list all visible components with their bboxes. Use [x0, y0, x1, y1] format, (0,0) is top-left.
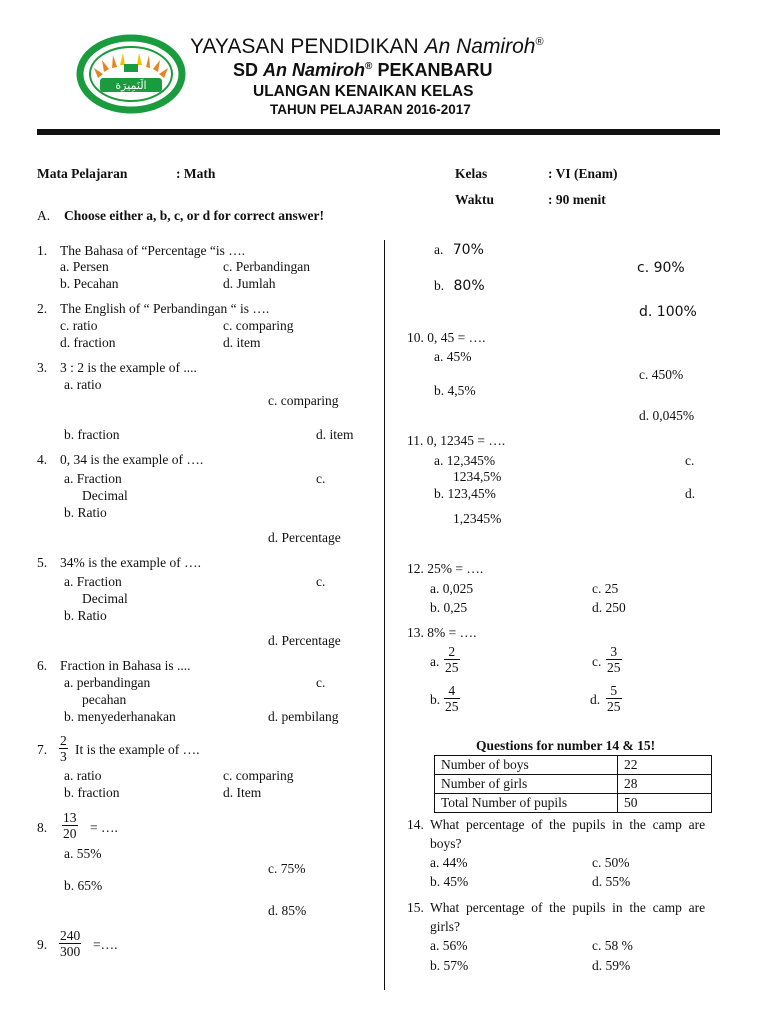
q1-text: The Bahasa of “Percentage “is ….	[60, 243, 246, 258]
q3-option-d: d. item	[316, 427, 354, 442]
q14-option-d: d. 55%	[592, 874, 631, 889]
q2-number: 2.	[37, 301, 48, 316]
q3-text: 3 : 2 is the example of ....	[60, 360, 197, 375]
q13-option-b: b.	[430, 692, 441, 707]
q11-option-c-value: 1234,5%	[453, 469, 502, 484]
q9-text: =….	[93, 937, 118, 952]
q4-option-c-text: Decimal	[82, 488, 128, 503]
time-value: : 90 menit	[548, 192, 606, 207]
q11-text: 11. 0, 12345 = ….	[407, 433, 506, 448]
table-title: Questions for number 14 & 15!	[476, 738, 656, 753]
q5-option-d: d. Percentage	[268, 633, 341, 648]
table-row	[435, 756, 712, 775]
q6-option-c-text: pecahan	[82, 692, 127, 707]
section-instruction: Choose either a, b, c, or d for correct answer!	[64, 208, 324, 223]
q8-number: 8.	[37, 820, 48, 835]
section-letter: A.	[37, 208, 51, 223]
q4-number: 4.	[37, 452, 48, 467]
q4-option-a: a. Fraction	[64, 471, 122, 486]
q15-text-line2: girls?	[430, 919, 460, 934]
q3-option-c: c. comparing	[268, 393, 339, 408]
q8-fraction	[62, 810, 78, 841]
q11-option-a: a. 12,345%	[434, 453, 496, 468]
q6-option-c: c.	[316, 675, 326, 690]
q3-option-a: a. ratio	[64, 377, 102, 392]
q15-option-b: b. 57%	[430, 958, 469, 973]
q13-d-denominator: 25	[607, 699, 621, 715]
q5-number: 5.	[37, 555, 48, 570]
q13-d-numerator: 5	[606, 683, 622, 699]
column-divider	[384, 240, 385, 990]
q4-option-c: c.	[316, 471, 326, 486]
q10-option-a: a. 45%	[434, 349, 472, 364]
time-label: Waktu	[455, 192, 495, 207]
q9-option-b-value: 80%	[453, 278, 485, 294]
q8-option-d: d. 85%	[268, 903, 307, 918]
q8-text: = ….	[90, 820, 118, 835]
q4-text: 0, 34 is the example of ….	[60, 452, 204, 467]
q14-number: 14.	[407, 817, 424, 832]
q13-option-b-fraction	[444, 683, 460, 714]
logo-arabic-text: الَنَمِيرَة	[115, 79, 147, 92]
q7-number: 7.	[37, 742, 48, 757]
q10-option-b: b. 4,5%	[434, 383, 476, 398]
q13-c-denominator: 25	[607, 660, 621, 676]
q8-option-a: a. 55%	[64, 846, 102, 861]
table-cell-label: Number of girls	[435, 775, 618, 794]
q9-option-a	[434, 242, 484, 258]
q15-option-c: c. 58 %	[592, 938, 633, 953]
school-logo	[76, 34, 186, 114]
q13-a-denominator: 25	[445, 660, 459, 676]
exam-title: ULANGAN KENAIKAN KELAS	[253, 83, 474, 100]
table-cell-label: Number of boys	[435, 756, 618, 775]
q13-b-denominator: 25	[445, 699, 459, 715]
q9-option-b	[434, 278, 485, 294]
q11-option-c: c.	[685, 453, 695, 468]
q9-option-d: d. 100%	[639, 304, 697, 320]
q14-text-line1: What percentage of the pupils in the camp are	[430, 817, 706, 832]
q6-option-a: a. perbandingan	[64, 675, 151, 690]
subject-label: Mata Pelajaran	[37, 166, 128, 181]
q7-option-a: a. ratio	[64, 768, 102, 783]
q2-option-a: c. ratio	[60, 318, 98, 333]
q13-c-numerator: 3	[606, 644, 622, 660]
q1-number: 1.	[37, 243, 48, 258]
class-label: Kelas	[455, 166, 488, 181]
q7-fraction	[59, 733, 68, 764]
table-row	[435, 794, 712, 813]
q13-option-d-fraction	[606, 683, 622, 714]
q14-text-line2: boys?	[430, 836, 462, 851]
q3-option-b: b. fraction	[64, 427, 120, 442]
q7-option-d: d. Item	[223, 785, 262, 800]
q4-option-b: b. Ratio	[64, 505, 107, 520]
q15-option-d: d. 59%	[592, 958, 631, 973]
q2-option-b: d. fraction	[60, 335, 116, 350]
q5-option-a: a. Fraction	[64, 574, 122, 589]
q9-denominator: 300	[60, 944, 81, 960]
q3-number: 3.	[37, 360, 48, 375]
header-rule	[37, 129, 720, 135]
pupils-table	[434, 755, 712, 813]
school-suffix: PEKANBARU	[377, 60, 493, 80]
q2-text: The English of “ Perbandingan “ is ….	[60, 301, 270, 316]
q8-option-b: b. 65%	[64, 878, 103, 893]
school-name: An Namiroh	[263, 60, 366, 80]
q15-number: 15.	[407, 900, 424, 915]
school-prefix: SD	[233, 60, 259, 80]
subject-value: : Math	[176, 166, 216, 181]
q9-fraction	[59, 928, 81, 959]
q2-option-c: c. comparing	[223, 318, 294, 333]
q10-text: 10. 0, 45 = ….	[407, 330, 486, 345]
q8-option-c: c. 75%	[268, 861, 306, 876]
q9-option-a-letter: a.	[434, 242, 444, 257]
q15-text-line1: What percentage of the pupils in the camp are	[430, 900, 706, 915]
q13-option-a-fraction	[444, 644, 460, 675]
q11-option-d-value: 1,2345%	[453, 511, 502, 526]
q11-option-d: d.	[685, 486, 696, 501]
foundation-name: An Namiroh	[424, 35, 536, 58]
q6-option-b: b. menyederhanakan	[64, 709, 176, 724]
table-row	[435, 775, 712, 794]
registered-mark: ®	[365, 61, 373, 72]
q2-option-d: d. item	[223, 335, 261, 350]
class-value: : VI (Enam)	[548, 166, 618, 181]
q13-option-c-fraction	[606, 644, 622, 675]
table-cell-label: Total Number of pupils	[435, 794, 618, 813]
q5-option-c: c.	[316, 574, 326, 589]
q15-option-a: a. 56%	[430, 938, 468, 953]
table-cell-value: 28	[618, 775, 712, 794]
q9-option-a-value: 70%	[452, 242, 484, 258]
q7-option-c: c. comparing	[223, 768, 294, 783]
q13-text: 13. 8% = ….	[407, 625, 477, 640]
q1-option-c: c. Perbandingan	[223, 259, 310, 274]
q6-option-d: d. pembilang	[268, 709, 339, 724]
q10-option-d: d. 0,045%	[639, 408, 695, 423]
q12-option-c: c. 25	[592, 581, 619, 596]
q12-option-d: d. 250	[592, 600, 626, 615]
q9-number: 9.	[37, 937, 48, 952]
q5-option-b: b. Ratio	[64, 608, 107, 623]
q11-option-b: b. 123,45%	[434, 486, 496, 501]
q7-numerator: 2	[60, 733, 67, 748]
q7-denominator: 3	[60, 749, 67, 765]
q13-option-c: c.	[592, 654, 602, 669]
table-cell-value: 22	[618, 756, 712, 775]
q13-option-d: d.	[590, 692, 601, 707]
q14-option-c: c. 50%	[592, 855, 630, 870]
q14-option-b: b. 45%	[430, 874, 469, 889]
q9-option-c: c. 90%	[637, 260, 685, 276]
foundation-prefix: YAYASAN PENDIDIKAN	[190, 35, 419, 58]
academic-year: TAHUN PELAJARAN 2016-2017	[270, 102, 471, 117]
q12-option-b: b. 0,25	[430, 600, 468, 615]
q13-option-a: a.	[430, 654, 440, 669]
registered-mark: ®	[535, 36, 544, 48]
q8-denominator: 20	[63, 826, 77, 842]
q9-option-b-letter: b.	[434, 278, 445, 293]
q5-text: 34% is the example of ….	[60, 555, 201, 570]
q9-numerator: 240	[60, 928, 81, 943]
q6-text: Fraction in Bahasa is ....	[60, 658, 191, 673]
q1-option-a: a. Persen	[60, 259, 109, 274]
q1-option-d: d. Jumlah	[223, 276, 276, 291]
q5-option-c-text: Decimal	[82, 591, 128, 606]
q7-text: It is the example of ….	[75, 742, 200, 757]
q13-b-numerator: 4	[444, 683, 460, 699]
q1-option-b: b. Pecahan	[60, 276, 119, 291]
q12-option-a: a. 0,025	[430, 581, 474, 596]
q13-a-numerator: 2	[444, 644, 460, 660]
q4-option-d: d. Percentage	[268, 530, 341, 545]
school-title	[233, 60, 492, 81]
foundation-title	[190, 35, 544, 59]
q7-option-b: b. fraction	[64, 785, 120, 800]
q14-option-a: a. 44%	[430, 855, 468, 870]
q8-numerator: 13	[63, 810, 77, 825]
q6-number: 6.	[37, 658, 48, 673]
q12-text: 12. 25% = ….	[407, 561, 484, 576]
q10-option-c: c. 450%	[639, 367, 684, 382]
table-cell-value: 50	[618, 794, 712, 813]
